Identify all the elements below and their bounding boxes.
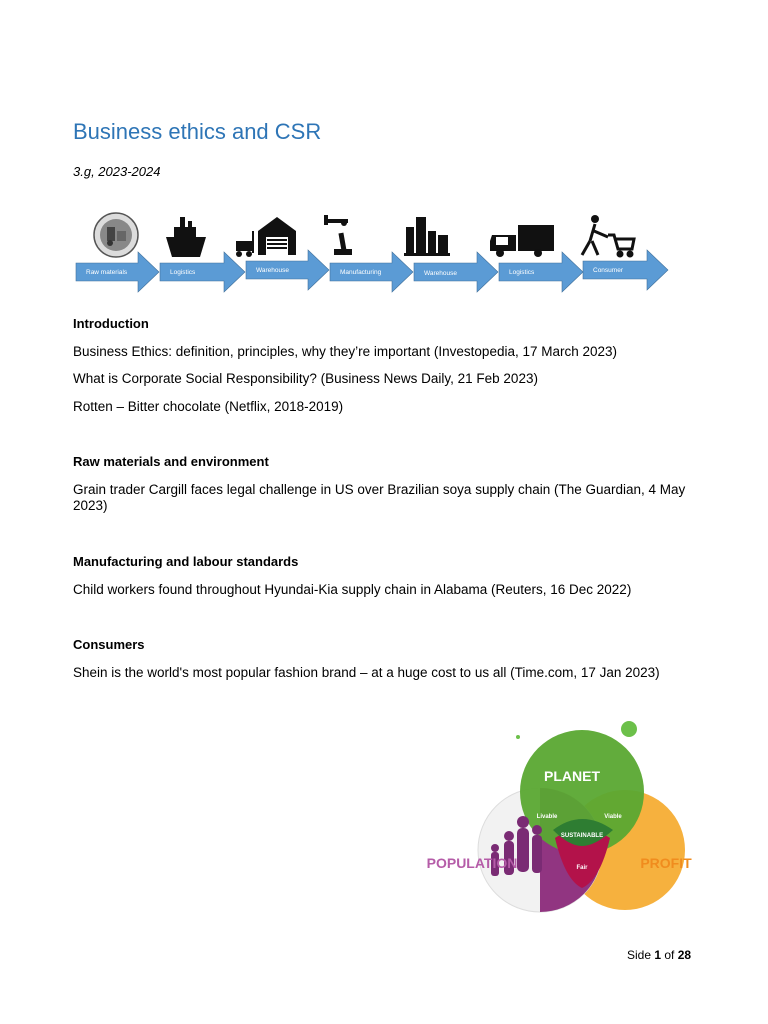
- flow-label: Consumer: [593, 267, 623, 274]
- section-heading-consumers: Consumers: [73, 637, 145, 652]
- page-prefix: Side: [627, 948, 655, 962]
- page-title: Business ethics and CSR: [73, 119, 322, 144]
- subtitle: 3.g, 2023-2024: [73, 164, 161, 179]
- reference-link[interactable]: Grain trader Cargill faces legal challenge in US over Brazilian soya supply chain (The Guardian, 4 May 2023): [73, 482, 686, 513]
- fair-label: Fair: [576, 865, 588, 871]
- reference-link[interactable]: Shein is the world's most popular fashion brand – at a huge cost to us all (Time.com, 17 Jan 2023): [73, 665, 660, 680]
- viable-label: Viable: [604, 814, 622, 820]
- page-of: of: [661, 948, 678, 962]
- section-heading-introduction: Introduction: [73, 316, 149, 331]
- reference-link[interactable]: Child workers found throughout Hyundai-Kia supply chain in Alabama (Reuters, 16 Dec 2022): [73, 582, 632, 597]
- truck-icon: [490, 225, 554, 257]
- shopping-cart-icon: [582, 215, 634, 256]
- raw-materials-icon: [94, 213, 138, 257]
- profit-label: PROFIT: [640, 855, 692, 871]
- reference-link[interactable]: Rotten – Bitter chocolate (Netflix, 2018-2019): [73, 399, 344, 414]
- planet-label: PLANET: [544, 768, 600, 784]
- decorative-dot: [621, 721, 637, 737]
- flow-label: Warehouse: [256, 267, 289, 274]
- ship-icon: [166, 217, 206, 257]
- robot-arm-icon: [324, 215, 352, 255]
- reference-link[interactable]: What is Corporate Social Responsibility? (Business News Daily, 21 Feb 2023): [73, 371, 538, 386]
- factory-icon: [404, 217, 450, 256]
- sustainability-venn-diagram: [425, 720, 705, 920]
- page-number: [627, 948, 691, 962]
- livable-label: Livable: [536, 814, 558, 820]
- reference-link[interactable]: Business Ethics: definition, principles, why they’re important (Investopedia, 17 March 2023): [73, 344, 618, 359]
- flow-label: Raw materials: [86, 269, 128, 276]
- decorative-dot: [516, 735, 520, 739]
- section-heading-manufacturing: Manufacturing and labour standards: [73, 554, 299, 569]
- flow-label: Warehouse: [424, 270, 457, 277]
- population-label: POPULATION: [426, 855, 518, 871]
- supply-chain-diagram: [70, 205, 680, 300]
- section-heading-raw-materials: Raw materials and environment: [73, 454, 269, 469]
- current-page: 1: [654, 948, 662, 962]
- total-pages: 28: [677, 948, 692, 962]
- warehouse-forklift-icon: [236, 217, 296, 257]
- flow-label: Logistics: [509, 269, 535, 276]
- sustainable-label: SUSTAINABLE: [560, 833, 604, 839]
- flow-label: Manufacturing: [340, 269, 382, 276]
- flow-label: Logistics: [170, 269, 196, 276]
